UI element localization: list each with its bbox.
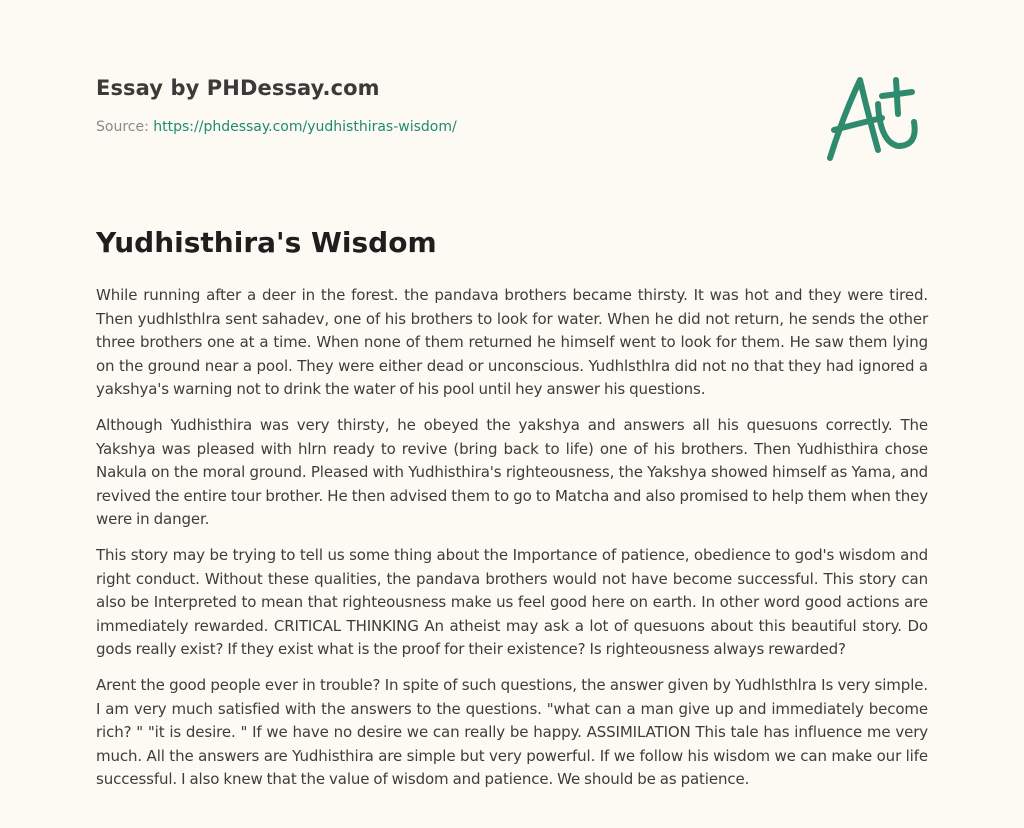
source-label: Source: <box>96 119 149 135</box>
site-brand: Essay by PHDessay.com <box>96 76 380 100</box>
essay-paragraph: While running after a deer in the forest. the pandava brothers became thirsty. It was hot and they were tired. Then yudhlsthlra sent sahadev, one of his brothers to look for water. When he did not return, he sends the other three brothers one at a time. When none of them returned he himself went to look for them. He saw them lying on the ground near a pool. They were either dead or unconscious. Yudhlsthlra did not no that they had ignored a yakshya's warning not to drink the water of his pool until hey answer his questions. <box>96 286 928 399</box>
source-link[interactable]: https://phdessay.com/yudhisthiras-wisdom/ <box>153 119 457 135</box>
essay-paragraph: Arent the good people ever in trouble? In spite of such questions, the answer given by Yudhlsthlra Is very simple. I am very much satisfied with the answers to the questions. "what can a man give up and immediately become rich? " "it is desire. " If we have no desire we can really be happy. ASSIMILATION This tale has influence me very much. All the answers are Yudhisthira are simple but very powerful. If we follow his wisdom we can make our life successful. I also knew that the value of wisdom and patience. We should be as patience. <box>96 675 928 789</box>
source-line <box>96 119 696 135</box>
essay-title: Yudhisthira's Wisdom <box>96 226 437 259</box>
essay-body <box>96 284 928 804</box>
essay-header <box>96 76 696 135</box>
essay-paragraph: Although Yudhisthira was very thirsty, he obeyed the yakshya and answers all his quesuons correctly. The Yakshya was pleased with hlrn ready to revive (bring back to life) one of his brothers. Then Yudhisthira chose Nakula on the moral ground. Pleased with Yudhisthira's righteousness, the Yakshya showed himself as Yama, and revived the entire tour brother. He then advised them to go to Matcha and also promised to help them when they were in danger. <box>96 415 928 529</box>
a-plus-grade-icon <box>818 66 928 166</box>
essay-paragraph: This story may be trying to tell us some thing about the Importance of patience, obedience to god's wisdom and right conduct. Without these qualities, the pandava brothers would not have become successful. This story can also be Interpreted to mean that righteousness make us feel good here on earth. In other word good actions are immediately rewarded. CRITICAL THINKING An atheist may ask a lot of quesuons about this beautiful story. Do gods really exist? If they exist what is the proof for their existence? Is righteousness always rewarded? <box>96 545 928 659</box>
